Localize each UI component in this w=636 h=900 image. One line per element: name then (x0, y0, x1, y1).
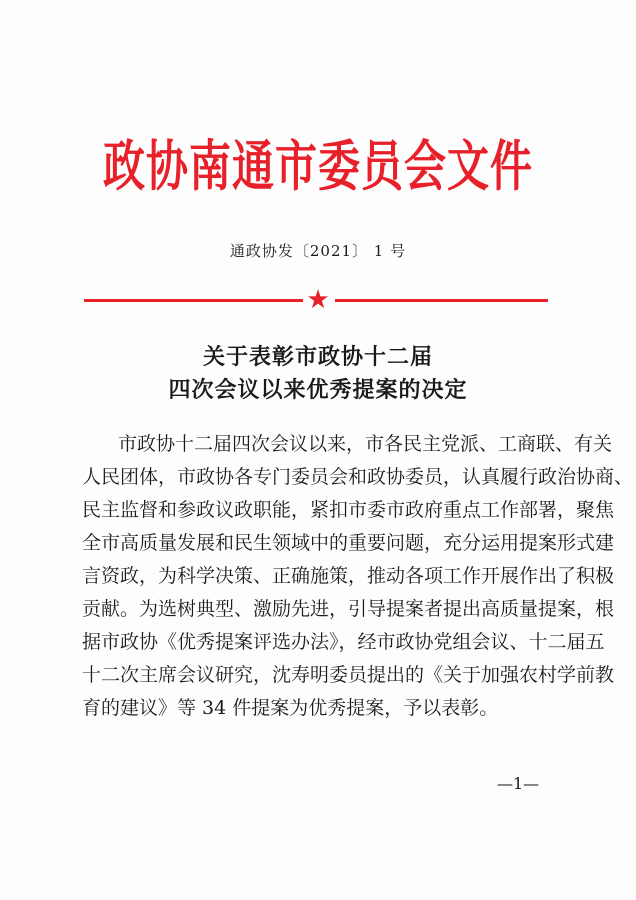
red-star-icon: ★ (306, 285, 330, 315)
body-line: 市政协十二届四次会议以来，市各民主党派、工商联、有关 (118, 433, 613, 455)
document-number: 通政协发〔2021〕 1 号 (229, 242, 407, 260)
document-title-line-1: 关于表彰市政协十二届 (202, 344, 433, 370)
body-line: 据市政协《优秀提案评选办法》，经市政协党组会议、十二届五 (82, 631, 605, 653)
body-line: 全市高质量发展和民生领域中的重要问题，充分运用提案形式建 (82, 532, 615, 554)
red-rule-right (335, 299, 548, 302)
red-rule-left (84, 299, 303, 302)
document-masthead: 政协南通市委员会文件 (102, 134, 533, 199)
body-line: 十二次主席会议研究，沈寿明委员提出的《关于加强农村学前教 (82, 664, 615, 686)
body-line: 民主监督和参政议政职能，紧扣市委市政府重点工作部署，聚焦 (82, 499, 615, 521)
body-line: 育的建议》等 34 件提案为优秀提案，予以表彰。 (82, 697, 499, 719)
body-line: 人民团体，市政协各专门委员会和政协委员，认真履行政治协商、 (82, 466, 634, 488)
page-number: —1— (497, 774, 540, 793)
body-line: 贡献。为选树典型、激励先进，引导提案者提出高质量提案，根 (82, 598, 615, 620)
document-body (82, 430, 634, 727)
body-line: 言资政，为科学决策、正确施策，推动各项工作开展作出了积极 (82, 565, 615, 587)
document-title-line-2: 四次会议以来优秀提案的决定 (168, 377, 468, 403)
